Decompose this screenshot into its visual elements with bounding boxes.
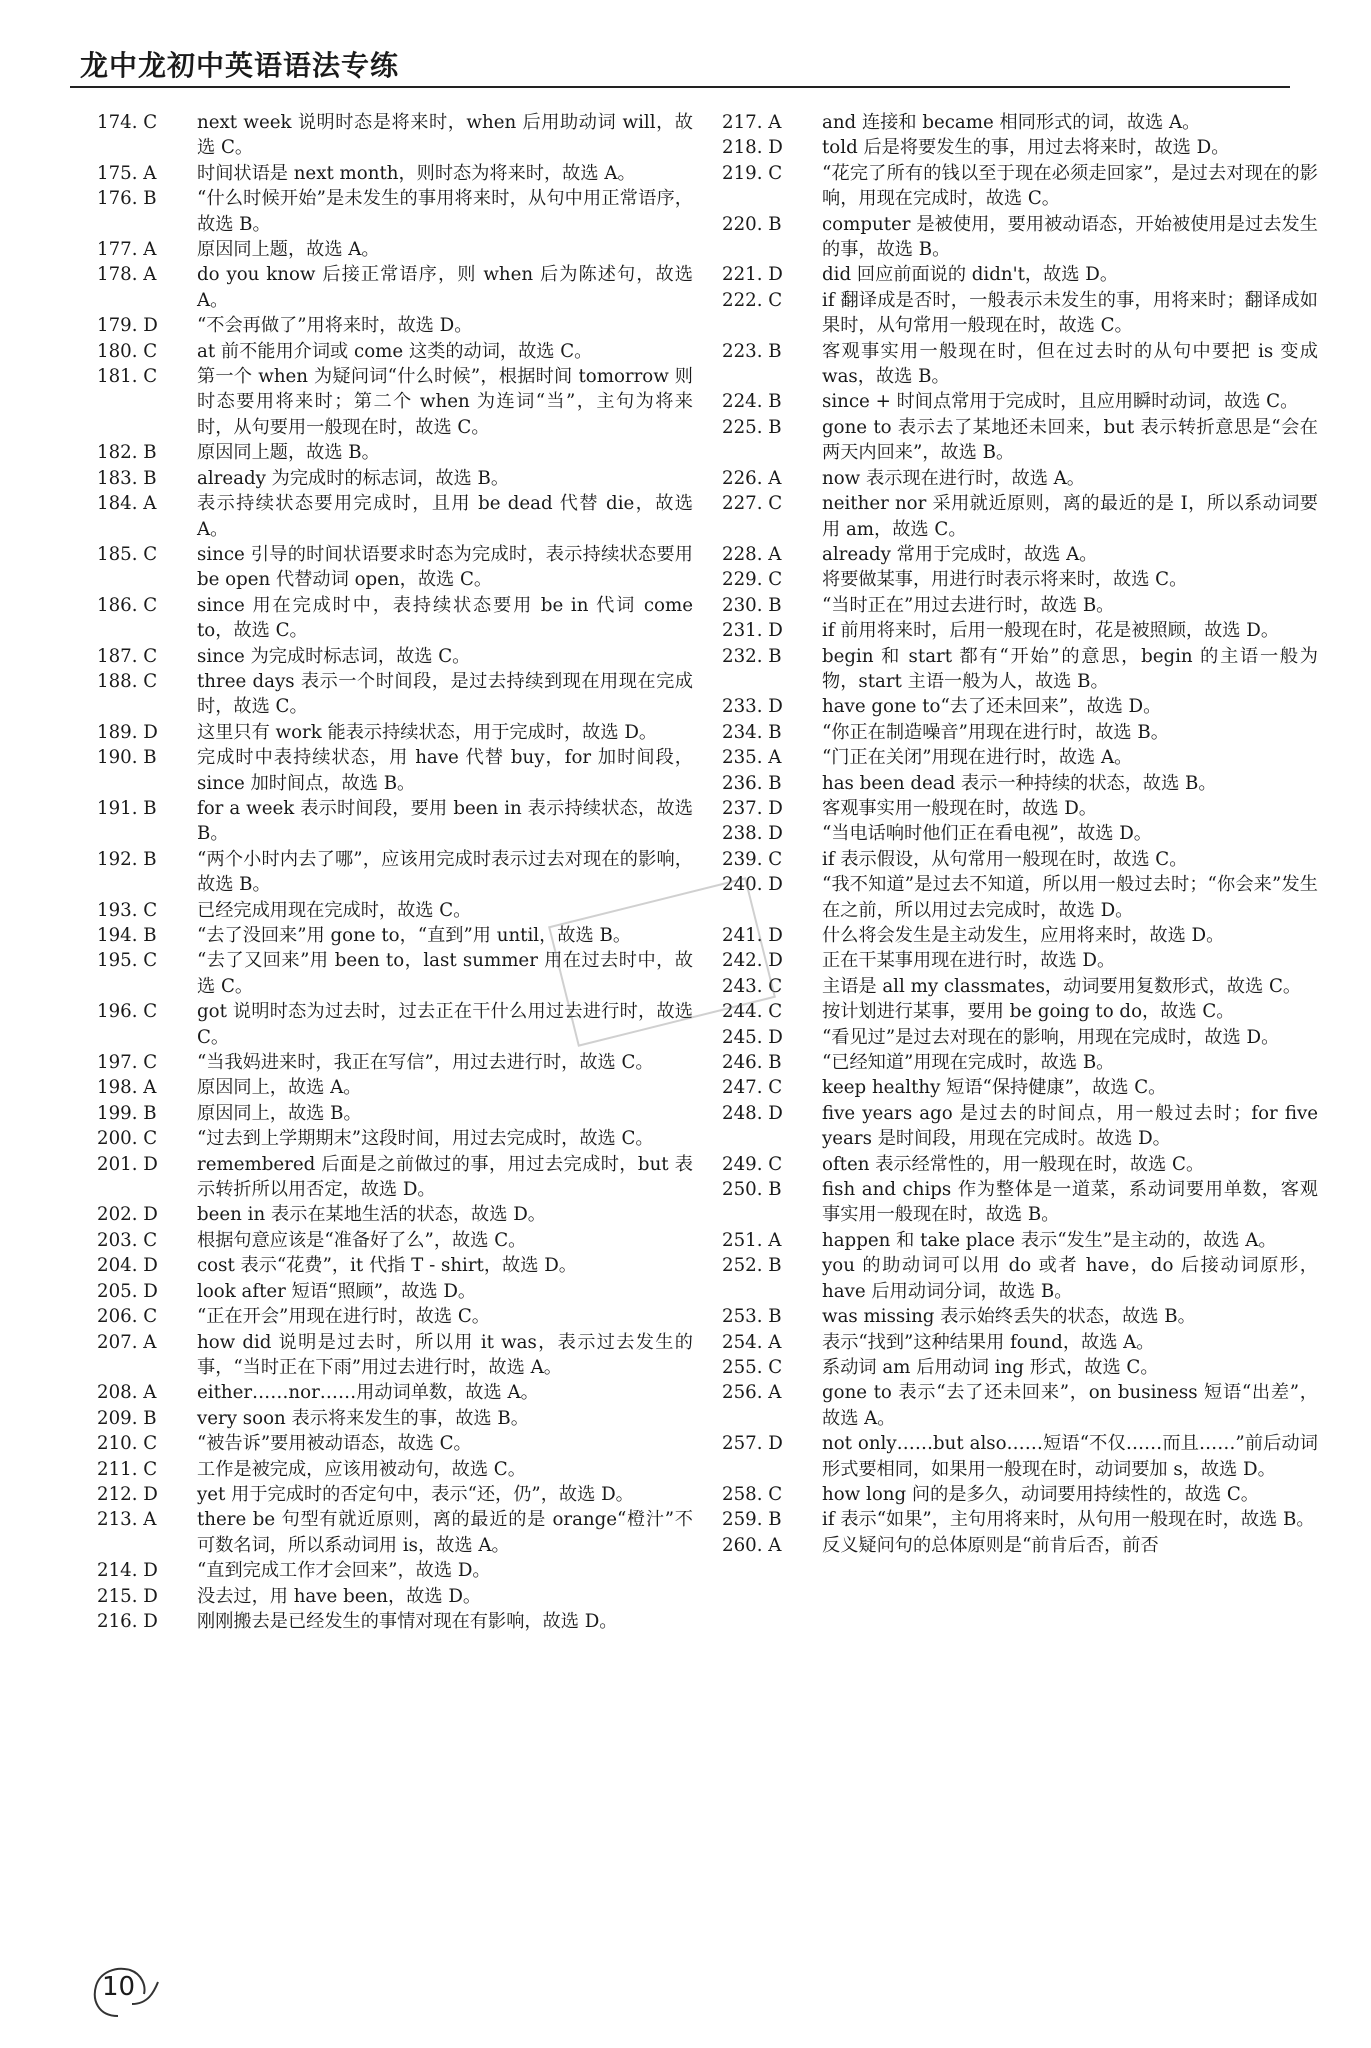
answer-explanation: 没去过，用 have been，故选 D。 bbox=[197, 1585, 482, 1607]
answer-entry bbox=[97, 1304, 693, 1329]
answer-entry bbox=[722, 1482, 1318, 1507]
answer-number: 207. A bbox=[97, 1331, 157, 1353]
answer-explanation: “看见过”是过去对现在的影响，用现在完成时，故选 D。 bbox=[822, 1026, 1280, 1048]
answer-number: 254. A bbox=[722, 1331, 782, 1353]
answer-entry bbox=[722, 1075, 1318, 1100]
answer-explanation: “过去到上学期期末”这段时间，用过去完成时，故选 C。 bbox=[197, 1128, 654, 1150]
answer-entry bbox=[97, 186, 693, 237]
answer-number: 191. B bbox=[97, 797, 157, 819]
answer-explanation: do you know 后接正常语序，则 when 后为陈述句，故选 A。 bbox=[197, 264, 693, 311]
answer-entry bbox=[722, 288, 1318, 339]
answer-entry bbox=[97, 1584, 693, 1609]
answer-number: 205. D bbox=[97, 1280, 158, 1302]
answer-explanation: was missing 表示始终丢失的状态，故选 B。 bbox=[822, 1306, 1196, 1328]
answer-entry bbox=[97, 262, 693, 313]
answer-entry bbox=[97, 796, 693, 847]
answer-entry bbox=[97, 364, 693, 440]
answer-entry bbox=[722, 999, 1318, 1024]
answer-explanation: got 说明时态为过去时，过去正在干什么用过去进行时，故选 C。 bbox=[197, 1001, 693, 1048]
answer-number: 196. C bbox=[97, 1001, 158, 1023]
answer-entry bbox=[97, 644, 693, 669]
answer-explanation: gone to 表示“去了还未回来”，on business 短语“出差”，故选 A。 bbox=[822, 1382, 1318, 1429]
answer-explanation: 表示持续状态要用完成时，且用 be dead 代替 die，故选 A。 bbox=[197, 493, 693, 540]
answer-entry bbox=[97, 720, 693, 745]
answer-number: 249. C bbox=[722, 1153, 783, 1175]
answer-explanation: “去了又回来”用 been to，last summer 用在过去时中，故选 C。 bbox=[197, 950, 693, 997]
answer-explanation: 这里只有 work 能表示持续状态，用于完成时，故选 D。 bbox=[197, 721, 658, 743]
answer-number: 257. D bbox=[722, 1433, 783, 1455]
answer-entry bbox=[97, 440, 693, 465]
answer-number: 232. B bbox=[722, 645, 782, 667]
answer-number: 210. C bbox=[97, 1433, 158, 1455]
answer-number: 176. B bbox=[97, 188, 157, 210]
answer-explanation: either……nor……用动词单数，故选 A。 bbox=[197, 1382, 539, 1404]
answer-number: 181. C bbox=[97, 366, 158, 388]
answer-entry bbox=[97, 1330, 693, 1381]
answer-explanation: 反义疑问句的总体原则是“前肯后否，前否 bbox=[822, 1534, 1159, 1556]
answer-explanation: there be 句型有就近原则，离的最近的是 orange“橙汁”不可数名词，所以系动词用 is，故选 A。 bbox=[197, 1509, 693, 1556]
answer-explanation: 原因同上，故选 B。 bbox=[197, 1102, 362, 1124]
answer-entry bbox=[97, 1253, 693, 1278]
answer-explanation: “门正在关闭”用现在进行时，故选 A。 bbox=[822, 747, 1133, 769]
answer-explanation: if 翻译成是否时，一般表示未发生的事，用将来时；翻译成如果时，从句常用一般现在时，故选 C。 bbox=[822, 289, 1318, 337]
answer-entry bbox=[97, 1126, 693, 1151]
answer-explanation: 系动词 am 后用动词 ing 形式，故选 C。 bbox=[822, 1356, 1159, 1378]
answer-number: 180. C bbox=[97, 340, 158, 362]
answer-number: 228. A bbox=[722, 543, 782, 565]
answer-explanation: how long 问的是多久，动词要用持续性的，故选 C。 bbox=[822, 1483, 1259, 1505]
answer-entry bbox=[97, 1075, 693, 1100]
answer-entry bbox=[722, 974, 1318, 999]
answer-number: 216. D bbox=[97, 1610, 158, 1632]
answer-explanation: “两个小时内去了哪”，应该用完成时表示过去对现在的影响，故选 B。 bbox=[197, 848, 693, 896]
answer-number: 185. C bbox=[97, 543, 158, 565]
answer-entry bbox=[97, 1380, 693, 1405]
answer-number: 253. B bbox=[722, 1306, 782, 1328]
answer-entry bbox=[97, 593, 693, 644]
answer-entry bbox=[97, 1050, 693, 1075]
answer-number: 206. C bbox=[97, 1306, 158, 1328]
answer-number: 212. D bbox=[97, 1483, 158, 1505]
answer-number: 242. D bbox=[722, 950, 783, 972]
answer-explanation: if 前用将来时，后用一般现在时，花是被照顾，故选 D。 bbox=[822, 620, 1280, 642]
answer-entry bbox=[722, 212, 1318, 263]
answer-explanation: 时间状语是 next month，则时态为将来时，故选 A。 bbox=[197, 162, 636, 184]
answer-number: 198. A bbox=[97, 1077, 157, 1099]
answer-entry bbox=[97, 1558, 693, 1583]
answer-entry bbox=[722, 948, 1318, 973]
answer-explanation: yet 用于完成时的否定句中，表示“还，仍”，故选 D。 bbox=[197, 1483, 634, 1505]
answer-number: 193. C bbox=[97, 899, 158, 921]
answer-number: 204. D bbox=[97, 1255, 158, 1277]
answer-number: 177. A bbox=[97, 239, 157, 261]
answer-explanation: 正在干某事用现在进行时，故选 D。 bbox=[822, 950, 1116, 972]
answer-entry bbox=[97, 1202, 693, 1227]
answer-explanation: 按计划进行某事，要用 be going to do，故选 C。 bbox=[822, 1001, 1235, 1023]
answer-columns bbox=[0, 110, 1371, 1940]
answer-number: 183. B bbox=[97, 467, 157, 489]
answer-number: 237. D bbox=[722, 797, 783, 819]
answer-entry bbox=[722, 1025, 1318, 1050]
answer-explanation: “直到完成工作才会回来”，故选 D。 bbox=[197, 1560, 491, 1582]
answer-explanation: since + 时间点常用于完成时，且应用瞬时动词，故选 C。 bbox=[822, 391, 1299, 413]
left-column bbox=[97, 110, 693, 1634]
answer-number: 195. C bbox=[97, 950, 158, 972]
answer-explanation: did 回应前面说的 didn't，故选 D。 bbox=[822, 264, 1119, 286]
answer-entry bbox=[722, 110, 1318, 135]
answer-entry bbox=[722, 1330, 1318, 1355]
answer-entry bbox=[722, 593, 1318, 618]
answer-number: 211. C bbox=[97, 1458, 158, 1480]
answer-explanation: “不会再做了”用将来时，故选 D。 bbox=[197, 315, 473, 337]
answer-entry bbox=[722, 1050, 1318, 1075]
answer-number: 175. A bbox=[97, 162, 157, 184]
answer-number: 238. D bbox=[722, 823, 783, 845]
answer-number: 213. A bbox=[97, 1509, 157, 1531]
answer-entry bbox=[97, 1482, 693, 1507]
answer-explanation: told 后是将要发生的事，用过去将来时，故选 D。 bbox=[822, 137, 1230, 159]
answer-number: 243. C bbox=[722, 975, 783, 997]
answer-explanation: been in 表示在某地生活的状态，故选 D。 bbox=[197, 1204, 546, 1226]
answer-entry bbox=[97, 542, 693, 593]
answer-explanation: gone to 表示去了某地还未回来，but 表示转折意思是“会在两天内回来”，故选 B。 bbox=[822, 416, 1318, 464]
answer-number: 225. B bbox=[722, 416, 782, 438]
answer-explanation: “被告诉”要用被动语态，故选 C。 bbox=[197, 1433, 472, 1455]
answer-explanation: “当时正在”用过去进行时，故选 B。 bbox=[822, 594, 1115, 616]
answer-explanation: 根据句意应该是“准备好了么”，故选 C。 bbox=[197, 1229, 527, 1251]
answer-explanation: 原因同上，故选 A。 bbox=[197, 1077, 362, 1099]
answer-number: 258. C bbox=[722, 1483, 783, 1505]
answer-entry bbox=[97, 110, 693, 161]
answer-number: 187. C bbox=[97, 645, 158, 667]
answer-entry bbox=[722, 872, 1318, 923]
answer-entry bbox=[722, 1533, 1318, 1558]
answer-number: 224. B bbox=[722, 391, 782, 413]
answer-entry bbox=[97, 466, 693, 491]
answer-explanation: five years ago 是过去的时间点，用一般过去时；for five years 是时间段，用现在完成时。故选 D。 bbox=[822, 1102, 1318, 1150]
answer-entry bbox=[97, 847, 693, 898]
answer-explanation: “我不知道”是过去不知道，所以用一般过去时；“你会来”发生在之前，所以用过去完成时，故选 D。 bbox=[822, 874, 1318, 921]
answer-number: 260. A bbox=[722, 1534, 782, 1556]
answer-number: 203. C bbox=[97, 1229, 158, 1251]
answer-explanation: 第一个 when 为疑问词“什么时候”，根据时间 tomorrow 则时态要用将来时；第二个 when 为连词“当”，主句为将来时，从句要用一般现在时，故选 C。 bbox=[197, 366, 693, 438]
answer-entry bbox=[722, 1431, 1318, 1482]
right-column bbox=[722, 110, 1318, 1558]
answer-entry bbox=[97, 339, 693, 364]
answer-number: 226. A bbox=[722, 467, 782, 489]
answer-number: 252. B bbox=[722, 1255, 782, 1277]
answer-number: 234. B bbox=[722, 721, 782, 743]
answer-number: 241. D bbox=[722, 925, 783, 946]
answer-number: 244. C bbox=[722, 1001, 783, 1023]
answer-explanation: at 前不能用介词或 come 这类的动词，故选 C。 bbox=[197, 340, 593, 362]
answer-number: 247. C bbox=[722, 1077, 783, 1099]
answer-explanation: 什么将会发生是主动发生，应用将来时，故选 D。 bbox=[822, 925, 1225, 946]
answer-number: 219. C bbox=[722, 162, 783, 184]
answer-explanation: happen 和 take place 表示“发生”是主动的，故选 A。 bbox=[822, 1229, 1277, 1251]
answer-number: 220. B bbox=[722, 213, 782, 235]
answer-entry bbox=[97, 237, 693, 262]
answer-explanation: begin 和 start 都有“开始”的意思，begin 的主语一般为物，start 主语一般为人，故选 B。 bbox=[822, 645, 1318, 692]
answer-entry bbox=[722, 847, 1318, 872]
page-number: 10 bbox=[102, 1972, 136, 2002]
answer-number: 223. B bbox=[722, 340, 782, 362]
answer-number: 188. C bbox=[97, 670, 158, 692]
answer-explanation: 客观事实用一般现在时，故选 D。 bbox=[822, 797, 1097, 819]
answer-entry bbox=[722, 745, 1318, 770]
answer-entry bbox=[722, 1177, 1318, 1228]
answer-explanation: have gone to“去了还未回来”，故选 D。 bbox=[822, 696, 1162, 718]
answer-number: 201. D bbox=[97, 1153, 158, 1175]
answer-number: 197. C bbox=[97, 1052, 158, 1074]
answer-explanation: 表示“找到”这种结果用 found，故选 A。 bbox=[822, 1331, 1155, 1353]
answer-number: 233. D bbox=[722, 696, 783, 718]
answer-explanation: 客观事实用一般现在时，但在过去时的从句中要把 is 变成 was，故选 B。 bbox=[822, 340, 1318, 388]
answer-number: 218. D bbox=[722, 137, 783, 159]
answer-entry bbox=[722, 923, 1318, 948]
answer-explanation: how did 说明是过去时，所以用 it was，表示过去发生的事，“当时正在下雨”用过去进行时，故选 A。 bbox=[197, 1331, 693, 1378]
answer-entry bbox=[97, 1431, 693, 1456]
answer-number: 217. A bbox=[722, 112, 782, 133]
answer-entry bbox=[97, 1507, 693, 1558]
answer-explanation: for a week 表示时间段，要用 been in 表示持续状态，故选 B。 bbox=[197, 797, 693, 845]
answer-entry bbox=[97, 1152, 693, 1203]
answer-entry bbox=[97, 1609, 693, 1634]
answer-entry bbox=[722, 466, 1318, 491]
answer-explanation: “当电话响时他们正在看电视”，故选 D。 bbox=[822, 823, 1152, 845]
answer-entry bbox=[722, 161, 1318, 212]
answer-number: 250. B bbox=[722, 1179, 782, 1201]
answer-entry bbox=[97, 1101, 693, 1126]
answer-explanation: already 常用于完成时，故选 A。 bbox=[822, 543, 1098, 565]
answer-number: 194. B bbox=[97, 925, 157, 946]
answer-number: 245. D bbox=[722, 1026, 783, 1048]
answer-entry bbox=[722, 1355, 1318, 1380]
answer-explanation: remembered 后面是之前做过的事，用过去完成时，but 表示转折所以用否定，故选 D。 bbox=[197, 1153, 693, 1201]
answer-entry bbox=[97, 1457, 693, 1482]
answer-number: 214. D bbox=[97, 1560, 158, 1582]
page-header bbox=[70, 40, 1290, 88]
answer-entry bbox=[722, 796, 1318, 821]
answer-entry bbox=[722, 567, 1318, 592]
answer-number: 240. D bbox=[722, 874, 783, 896]
answer-number: 174. C bbox=[97, 112, 158, 133]
answer-entry bbox=[722, 1304, 1318, 1329]
answer-explanation: 已经完成用现在完成时，故选 C。 bbox=[197, 899, 472, 921]
answer-number: 189. D bbox=[97, 721, 158, 743]
answer-entry bbox=[722, 1152, 1318, 1177]
answer-explanation: “正在开会”用现在进行时，故选 C。 bbox=[197, 1306, 490, 1328]
answer-explanation: next week 说明时态是将来时，when 后用助动词 will，故选 C。 bbox=[197, 112, 693, 159]
answer-number: 184. A bbox=[97, 493, 157, 515]
answer-number: 248. D bbox=[722, 1102, 783, 1124]
answer-number: 202. D bbox=[97, 1204, 158, 1226]
answer-entry bbox=[97, 669, 693, 720]
answer-entry bbox=[722, 415, 1318, 466]
answer-explanation: 原因同上题，故选 A。 bbox=[197, 239, 380, 261]
answer-explanation: cost 表示“花费”，it 代指 T - shirt，故选 D。 bbox=[197, 1255, 577, 1277]
answer-number: 209. B bbox=[97, 1407, 157, 1429]
answer-entry bbox=[722, 1228, 1318, 1253]
answer-entry bbox=[97, 491, 693, 542]
answer-explanation: since 用在完成时中，表持续状态要用 be in 代词 come to，故选 C。 bbox=[197, 594, 693, 642]
answer-explanation: if 表示假设，从句常用一般现在时，故选 C。 bbox=[822, 848, 1188, 870]
answer-explanation: now 表示现在进行时，故选 A。 bbox=[822, 467, 1085, 489]
answer-number: 192. B bbox=[97, 848, 157, 870]
answer-entry bbox=[722, 389, 1318, 414]
answer-entry bbox=[722, 1507, 1318, 1532]
answer-explanation: very soon 表示将来发生的事，故选 B。 bbox=[197, 1407, 529, 1429]
answer-number: 230. B bbox=[722, 594, 782, 616]
answer-number: 259. B bbox=[722, 1509, 782, 1531]
answer-entry bbox=[722, 771, 1318, 796]
answer-explanation: 将要做某事，用进行时表示将来时，故选 C。 bbox=[822, 569, 1188, 591]
answer-explanation: “什么时候开始”是未发生的事用将来时，从句中用正常语序，故选 B。 bbox=[197, 188, 693, 235]
answer-entry bbox=[722, 339, 1318, 390]
answer-entry bbox=[97, 745, 693, 796]
answer-explanation: 工作是被完成，应该用被动句，故选 C。 bbox=[197, 1458, 526, 1480]
answer-number: 178. A bbox=[97, 264, 157, 286]
answer-number: 200. C bbox=[97, 1128, 158, 1150]
answer-number: 256. A bbox=[722, 1382, 782, 1404]
answer-number: 208. A bbox=[97, 1382, 157, 1404]
answer-explanation: and 连接和 became 相同形式的词，故选 A。 bbox=[822, 112, 1201, 133]
answer-number: 235. A bbox=[722, 747, 782, 769]
answer-number: 231. D bbox=[722, 620, 783, 642]
answer-explanation: since 引导的时间状语要求时态为完成时，表示持续状态要用 be open 代替动词 open，故选 C。 bbox=[197, 543, 693, 591]
answer-entry bbox=[722, 720, 1318, 745]
answer-explanation: 完成时中表持续状态，用 have 代替 buy，for 加时间段，since 加时间点，故选 B。 bbox=[197, 747, 693, 794]
answer-explanation: “你正在制造噪音”用现在进行时，故选 B。 bbox=[822, 721, 1169, 743]
answer-explanation: “已经知道”用现在完成时，故选 B。 bbox=[822, 1052, 1115, 1074]
answer-number: 251. A bbox=[722, 1229, 782, 1251]
answer-number: 182. B bbox=[97, 442, 157, 464]
answer-number: 221. D bbox=[722, 264, 783, 286]
answer-number: 246. B bbox=[722, 1052, 782, 1074]
answer-number: 179. D bbox=[97, 315, 158, 337]
answer-entry bbox=[722, 694, 1318, 719]
answer-explanation: already 为完成时的标志词，故选 B。 bbox=[197, 467, 510, 489]
answer-explanation: 原因同上题，故选 B。 bbox=[197, 442, 380, 464]
answer-explanation: “当我妈进来时，我正在写信”，用过去进行时，故选 C。 bbox=[197, 1052, 654, 1074]
answer-number: 199. B bbox=[97, 1102, 157, 1124]
answer-entry bbox=[722, 542, 1318, 567]
answer-explanation: often 表示经常性的，用一般现在时，故选 C。 bbox=[822, 1153, 1205, 1175]
answer-number: 222. C bbox=[722, 289, 783, 311]
answer-number: 227. C bbox=[722, 493, 783, 515]
answer-explanation: 主语是 all my classmates，动词要用复数形式，故选 C。 bbox=[822, 975, 1302, 997]
answer-entry bbox=[722, 1380, 1318, 1431]
answer-number: 186. C bbox=[97, 594, 158, 616]
answer-number: 236. B bbox=[722, 772, 782, 794]
answer-number: 239. C bbox=[722, 848, 783, 870]
answer-number: 215. D bbox=[97, 1585, 158, 1607]
answer-entry bbox=[722, 135, 1318, 160]
answer-explanation: has been dead 表示一种持续的状态，故选 B。 bbox=[822, 772, 1217, 794]
answer-explanation: keep healthy 短语“保持健康”，故选 C。 bbox=[822, 1077, 1167, 1099]
book-title: 龙中龙初中英语语法专练 bbox=[80, 49, 400, 82]
answer-entry bbox=[722, 644, 1318, 695]
answer-explanation: look after 短语“照顾”，故选 D。 bbox=[197, 1280, 477, 1302]
answer-entry bbox=[722, 1101, 1318, 1152]
page-number-badge bbox=[88, 1960, 164, 2020]
answer-entry bbox=[97, 161, 693, 186]
answer-explanation: neither nor 采用就近原则，离的最近的是 I，所以系动词要用 am，故选 C。 bbox=[822, 493, 1318, 540]
answer-entry bbox=[722, 618, 1318, 643]
answer-entry bbox=[722, 491, 1318, 542]
answer-explanation: not only……but also……短语“不仅……而且……”前后动词形式要相同，如果用一般现在时，动词要加 s，故选 D。 bbox=[822, 1433, 1318, 1480]
answer-entry bbox=[722, 262, 1318, 287]
answer-number: 190. B bbox=[97, 747, 157, 769]
answer-explanation: “花完了所有的钱以至于现在必须走回家”，是过去对现在的影响，用现在完成时，故选 C。 bbox=[822, 162, 1318, 210]
answer-explanation: if 表示“如果”，主句用将来时，从句用一般现在时，故选 B。 bbox=[822, 1509, 1315, 1531]
answer-entry bbox=[722, 821, 1318, 846]
answer-entry bbox=[97, 1406, 693, 1431]
answer-entry bbox=[97, 1279, 693, 1304]
answer-explanation: computer 是被使用，要用被动语态，开始被使用是过去发生的事，故选 B。 bbox=[822, 213, 1318, 261]
answer-entry bbox=[97, 1228, 693, 1253]
answer-explanation: “去了没回来”用 gone to，“直到”用 until，故选 B。 bbox=[197, 925, 632, 946]
answer-explanation: you 的助动词可以用 do 或者 have，do 后接动词原形，have 后用动词分词，故选 B。 bbox=[822, 1255, 1318, 1302]
answer-number: 255. C bbox=[722, 1356, 783, 1378]
answer-entry bbox=[97, 313, 693, 338]
answer-number: 229. C bbox=[722, 569, 783, 591]
answer-explanation: since 为完成时标志词，故选 C。 bbox=[197, 645, 471, 667]
answer-explanation: fish and chips 作为整体是一道菜，系动词要用单数，客观事实用一般现在时，故选 B。 bbox=[822, 1179, 1318, 1226]
answer-entry bbox=[722, 1253, 1318, 1304]
answer-explanation: 刚刚搬去是已经发生的事情对现在有影响，故选 D。 bbox=[197, 1610, 618, 1632]
answer-explanation: three days 表示一个时间段，是过去持续到现在用现在完成时，故选 C。 bbox=[197, 670, 693, 718]
